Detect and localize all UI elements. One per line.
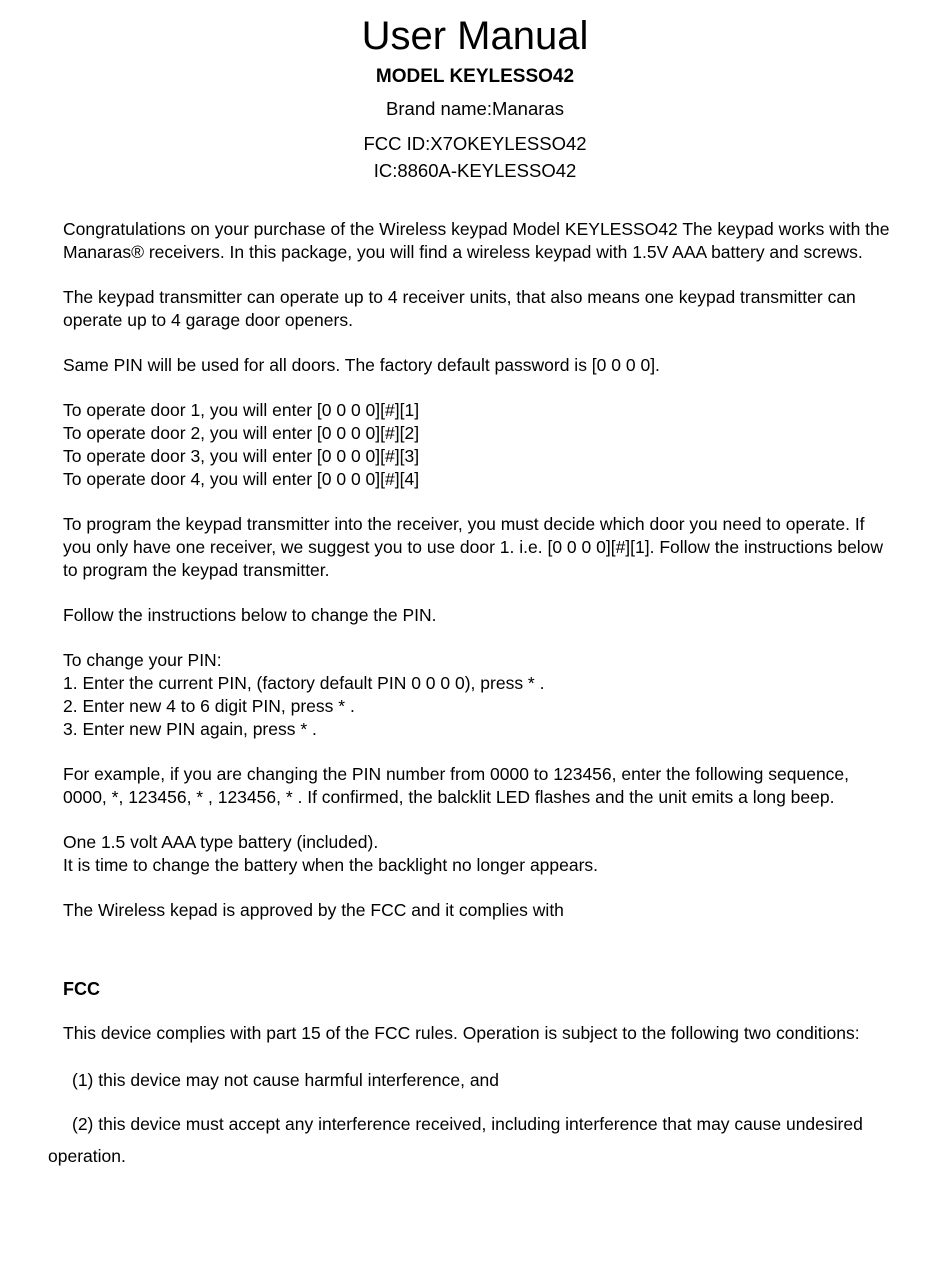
fcc-id-line: FCC ID:X7OKEYLESSO42 — [363, 133, 587, 154]
battery-info-block — [63, 831, 891, 877]
page-title: User Manual — [361, 14, 589, 58]
pin-change-step-1: 1. Enter the current PIN, (factory default PIN 0 0 0 0), press * . — [63, 673, 545, 693]
paragraph-follow-instructions: Follow the instructions below to change the PIN. — [63, 605, 437, 625]
pin-change-heading: To change your PIN: — [63, 650, 222, 670]
paragraph-transmitter-capacity: The keypad transmitter can operate up to 4 receiver units, that also means one keypad transmitter can operate up to 4 garage door openers. — [63, 287, 856, 330]
paragraph-same-pin: Same PIN will be used for all doors. The factory default password is [0 0 0 0]. — [63, 355, 660, 375]
battery-change-line: It is time to change the battery when the backlight no longer appears. — [63, 855, 599, 875]
paragraph-congratulations: Congratulations on your purchase of the Wireless keypad Model KEYLESSO42 The keypad works with the Manaras® receivers. In this package, you will find a wireless keypad with 1.5V AAA battery and screws. — [63, 219, 890, 262]
document-header — [0, 14, 950, 182]
door-instruction-line-4: To operate door 4, you will enter [0 0 0 0][#][4] — [63, 469, 420, 489]
pin-change-block — [63, 649, 891, 741]
battery-included-line: One 1.5 volt AAA type battery (included). — [63, 832, 379, 852]
ic-line: IC:8860A-KEYLESSO42 — [373, 160, 577, 181]
paragraph-fcc-approval: The Wireless kepad is approved by the FCC and it complies with — [63, 900, 564, 920]
document-body — [0, 218, 891, 922]
door-instruction-line-3: To operate door 3, you will enter [0 0 0 0][#][3] — [63, 446, 420, 466]
fcc-section — [33, 978, 902, 1172]
fcc-heading: FCC — [63, 979, 100, 999]
fcc-condition-1: (1) this device may not cause harmful interference, and — [72, 1070, 500, 1090]
door-instructions-list — [63, 399, 891, 491]
paragraph-example: For example, if you are changing the PIN number from 0000 to 123456, enter the following sequence, 0000, *, 123456, * , 123456, * . If confirmed, the balcklit LED flashes and the unit emits a long beep. — [63, 764, 850, 807]
brand-line: Brand name:Manaras — [386, 98, 564, 119]
door-instruction-line-2: To operate door 2, you will enter [0 0 0 0][#][2] — [63, 423, 420, 443]
paragraph-programming: To program the keypad transmitter into the receiver, you must decide which door you need to operate. If you only have one receiver, we suggest you to use door 1. i.e. [0 0 0 0][#][1]. Follow the instructions below to program the keypad transmitter. — [63, 514, 884, 580]
pin-change-step-3: 3. Enter new PIN again, press * . — [63, 719, 317, 739]
fcc-intro-paragraph: This device complies with part 15 of the FCC rules. Operation is subject to the following two conditions: — [63, 1023, 860, 1043]
door-instruction-line-1: To operate door 1, you will enter [0 0 0 0][#][1] — [63, 400, 420, 420]
model-line: MODEL KEYLESSO42 — [375, 66, 575, 87]
fcc-condition-2: (2) this device must accept any interference received, including interference that may cause undesired operation. — [48, 1114, 863, 1166]
pin-change-step-2: 2. Enter new 4 to 6 digit PIN, press * . — [63, 696, 355, 716]
